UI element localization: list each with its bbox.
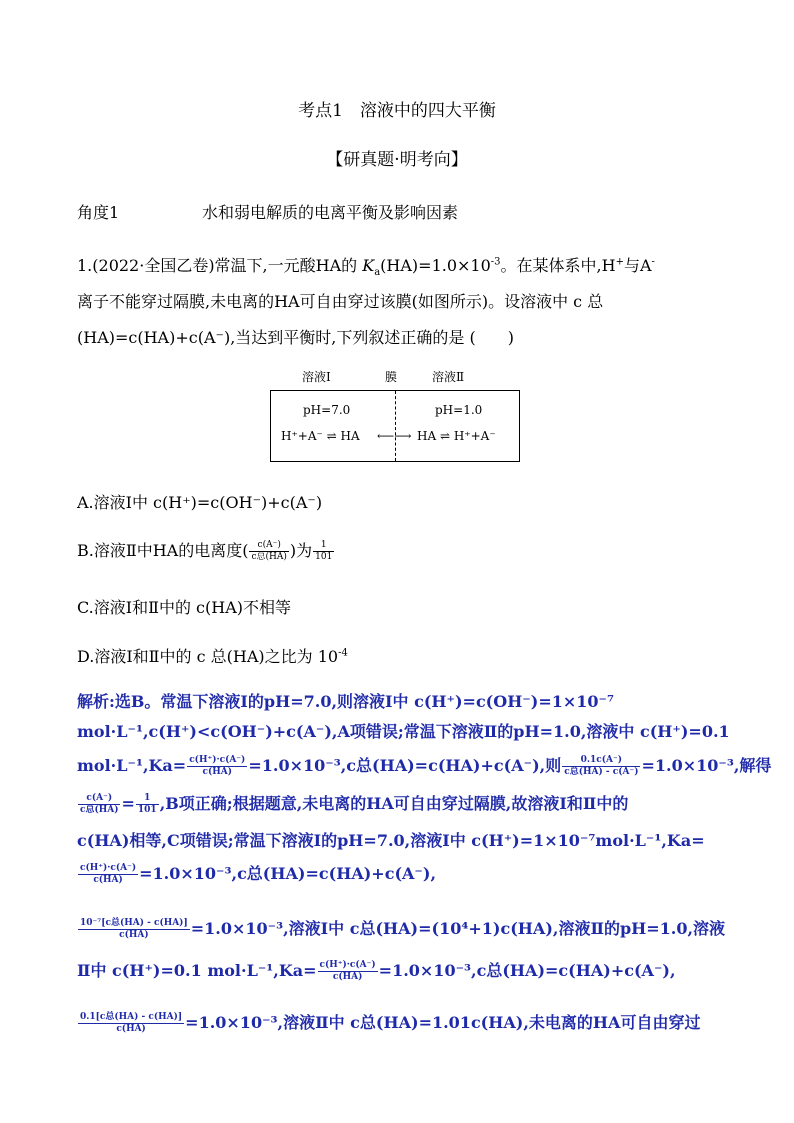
- option-d: [77, 647, 348, 667]
- frac-num: c(H⁺)·c(A⁻): [319, 960, 376, 970]
- diagram-label-membrane: 膜: [385, 370, 398, 384]
- opt-text: B.溶液Ⅱ中HA的电离度(: [77, 541, 249, 560]
- option-c: C.溶液Ⅰ和Ⅱ中的 c(HA)不相等: [77, 598, 291, 617]
- frac-num: c(H⁺)·c(A⁻): [80, 863, 137, 873]
- frac-num: 10⁻⁷[c总(HA) - c(HA)]: [80, 918, 188, 928]
- ph-right: pH=1.0: [435, 403, 483, 417]
- sol-text: mol·L⁻¹,Ka=: [77, 756, 187, 775]
- angle-title: 水和弱电解质的电离平衡及影响因素: [202, 203, 459, 222]
- frac-den: c总(HA) - c(A⁻): [564, 767, 639, 777]
- frac-den: c总(HA): [80, 805, 119, 815]
- equilibrium-left: H⁺+A⁻ ⇌ HA: [281, 429, 360, 443]
- question-line-3: (HA)=c(HA)+c(A⁻),当达到平衡时,下列叙述正确的是 ( ): [77, 328, 514, 347]
- frac-num: c(A⁻): [249, 540, 288, 552]
- solution-line-8: [77, 960, 676, 983]
- solution-line-6: [77, 863, 436, 886]
- q-sup: -: [651, 256, 655, 268]
- frac-den: c(HA): [332, 972, 363, 982]
- membrane-line: [395, 391, 396, 461]
- angle-label: 角度1: [77, 203, 120, 222]
- fraction: [562, 755, 640, 778]
- q-sup: -3: [490, 256, 501, 268]
- frac-num: 1: [136, 793, 159, 805]
- frac-num: 1: [313, 540, 334, 552]
- frac-num: c(H⁺)·c(A⁻): [189, 755, 246, 765]
- membrane-diagram: [270, 370, 520, 462]
- question-line-2: 离子不能穿过隔膜,未电离的HA可自由穿过该膜(如图所示)。设溶液中 c 总: [77, 292, 604, 311]
- frac-den: c(HA): [93, 875, 123, 885]
- sol-text: =1.0×10⁻³,c总(HA)=c(HA)+c(A⁻),则: [248, 756, 562, 775]
- sol-text: =1.0×10⁻³,c总(HA)=c(HA)+c(A⁻),: [139, 864, 437, 883]
- section-subtitle: 【研真题·明考向】: [326, 150, 468, 170]
- fraction: [78, 918, 190, 941]
- sol-text: =: [121, 794, 135, 813]
- sol-text: =1.0×10⁻³,溶液Ⅱ中 c总(HA)=1.01c(HA),未电离的HA可自由穿过: [185, 1013, 701, 1032]
- diagram-label-left: 溶液Ⅰ: [302, 370, 331, 384]
- page-title: 考点1 溶液中的四大平衡: [298, 101, 496, 121]
- frac-den: c(HA): [119, 930, 149, 940]
- solution-line-7: [77, 918, 725, 941]
- sol-text: ,B项正确;根据题意,未电离的HA可自由穿过隔膜,故溶液Ⅰ和Ⅱ中的: [159, 794, 629, 813]
- fraction: [187, 755, 247, 778]
- frac-den: 101: [315, 552, 333, 562]
- sol-text: =1.0×10⁻³,c总(HA)=c(HA)+c(A⁻),: [378, 961, 676, 980]
- fraction: [313, 540, 334, 563]
- ph-left: pH=7.0: [303, 403, 351, 417]
- frac-den: c(HA): [202, 767, 232, 777]
- frac-den: c总(HA): [251, 552, 287, 562]
- frac-den: 101: [137, 805, 157, 815]
- sol-text: Ⅱ中 c(H⁺)=0.1 mol·L⁻¹,Ka=: [77, 961, 317, 980]
- diffusion-arrow: ⟵⟶: [377, 429, 412, 443]
- solution-line-9: [77, 1012, 700, 1035]
- q-sup: +: [615, 256, 624, 268]
- opt-text: )为: [289, 541, 313, 560]
- option-a: A.溶液Ⅰ中 c(H⁺)=c(OH⁻)+c(A⁻): [77, 493, 323, 512]
- diagram-label-right: 溶液Ⅱ: [432, 370, 465, 384]
- fraction: [136, 793, 159, 816]
- angle-heading: [77, 203, 458, 223]
- sol-text: =1.0×10⁻³,解得: [641, 756, 772, 775]
- fraction: [318, 960, 378, 983]
- q-k-sub: a: [374, 267, 381, 279]
- q-k: K: [362, 256, 375, 275]
- q-text: 。在某体系中,H: [500, 256, 616, 275]
- solution-line-5: c(HA)相等,C项错误;常温下溶液Ⅰ的pH=7.0,溶液Ⅰ中 c(H⁺)=1×10⁻⁷mol·L⁻¹,Ka=: [77, 831, 705, 850]
- frac-num: c(A⁻): [78, 793, 120, 805]
- fraction: [78, 863, 138, 886]
- diagram-box: [270, 390, 520, 462]
- option-b: [77, 540, 335, 563]
- q-text: (HA)=1.0×10: [380, 256, 491, 275]
- sol-text: =1.0×10⁻³,溶液Ⅰ中 c总(HA)=(10⁴+1)c(HA),溶液Ⅱ的pH=1.0,溶液: [190, 919, 726, 938]
- opt-text: D.溶液Ⅰ和Ⅱ中的 c 总(HA)之比为 10: [77, 647, 339, 666]
- fraction: [78, 1012, 184, 1035]
- equilibrium-right: HA ⇌ H⁺+A⁻: [417, 429, 496, 443]
- q-text: 1.(2022·全国乙卷)常温下,一元酸HA的: [77, 256, 363, 275]
- fraction: [78, 793, 120, 816]
- fraction: [249, 540, 288, 563]
- question-line-1: [77, 256, 655, 279]
- frac-den: c(HA): [116, 1024, 146, 1034]
- solution-line-2: mol·L⁻¹,c(H⁺)<c(OH⁻)+c(A⁻),A项错误;常温下溶液Ⅱ的pH=1.0,溶液中 c(H⁺)=0.1: [77, 722, 730, 741]
- opt-sup: -4: [338, 647, 348, 659]
- frac-num: 0.1[c总(HA) - c(HA)]: [80, 1012, 183, 1022]
- q-text: 与A: [623, 256, 652, 275]
- frac-num: 0.1c(A⁻): [562, 755, 640, 767]
- solution-line-3: [77, 755, 771, 778]
- solution-line-1: 解析:选B。常温下溶液Ⅰ的pH=7.0,则溶液Ⅰ中 c(H⁺)=c(OH⁻)=1×10⁻⁷: [77, 692, 614, 711]
- solution-line-4: [77, 793, 628, 816]
